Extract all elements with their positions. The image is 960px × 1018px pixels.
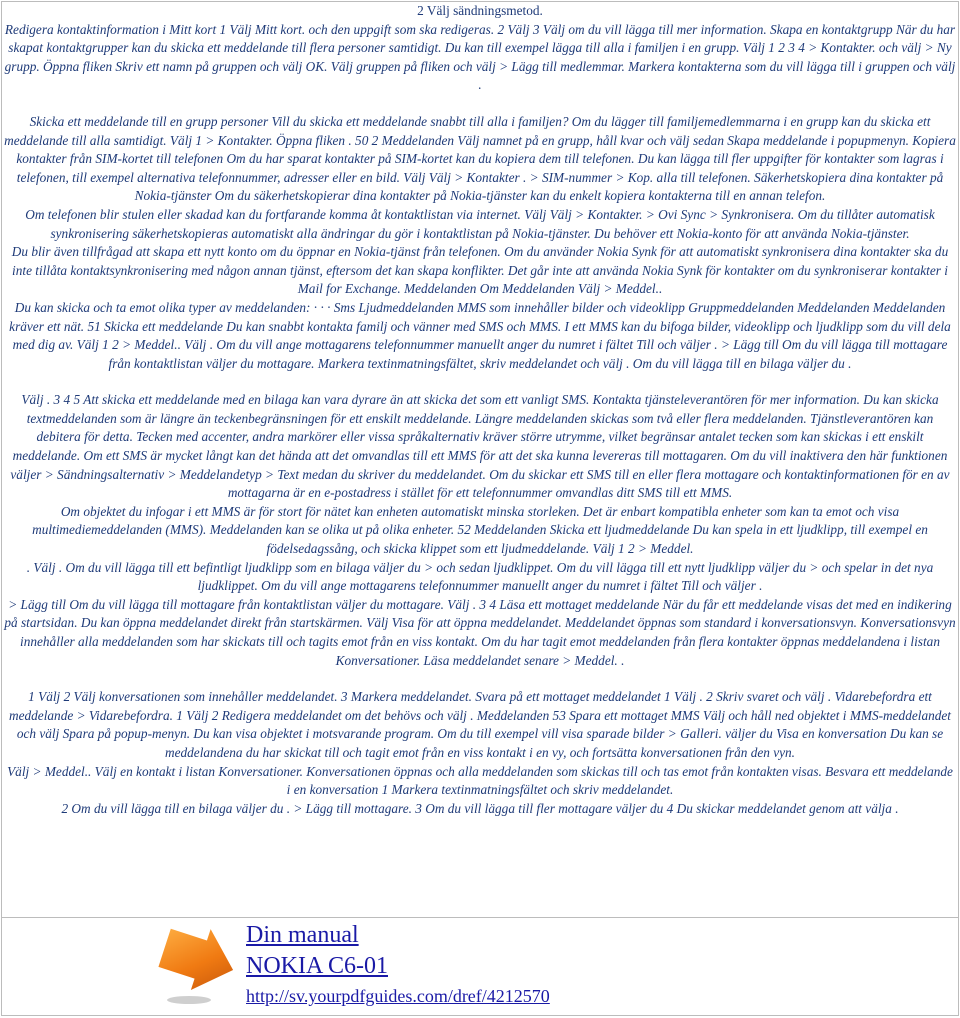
footer-bar xyxy=(2,917,958,1015)
paragraph: Välj > Meddel.. Välj en kontakt i listan Konversationer. Konversationen öppnas och alla meddelanden som skickas till och tas emot från kontakten visas. Besvara ett meddelande i en konversation 1 Markera textinmatningsfältet och skriv meddelandet. xyxy=(7,763,953,798)
paragraph-gap xyxy=(4,95,956,113)
paragraph: Du kan skicka och ta emot olika typer av meddelanden: · · · Sms Ljudmeddelanden MMS som innehåller bilder och videoklipp Gruppmeddelanden Meddelanden Meddelanden kräver ett nät. 51 Skicka ett meddelande Du kan snabbt kontakta familj och vänner med SMS och MMS. I ett MMS kan du bifoga bilder, videoklipp och ljudklipp som du vill dela med dig av. Välj 1 2 > Meddel.. Välj . Om du vill ange mottagarens telefonnummer manuellt anger du numret i fältet Till och väljer . > Lägg till Om du vill lägga till mottagare från kontaktlistan väljer du mottagare. Markera textinmatningsfältet, skriv meddelandet och välj . Om du vill lägga till en bilaga väljer du . xyxy=(9,299,951,371)
paragraph: Redigera kontaktinformation i Mitt kort 1 Välj Mitt kort. och den uppgift som ska redigeras. 2 Välj 3 Välj om du vill lägga till mer information. Skapa en kontaktgrupp När du har skapat kontaktgrupper kan du skicka ett meddelande till flera personer samtidigt. Du kan till exempel lägga till alla i familjen i en grupp. Välj 1 2 3 4 > Kontakter. och välj > Ny grupp. Öppna fliken Skriv ett namn på gruppen och välj OK. Välj gruppen på fliken och välj > Lägg till medlemmar. Markera kontakterna som du vill lägga till i gruppen och välj . xyxy=(4,21,956,93)
paragraph: > Lägg till Om du vill lägga till mottagare från kontaktlistan väljer du mottagare. Välj . 3 4 Läsa ett mottaget meddelande När du får ett meddelande visas det med en indikering på startsidan. Du kan öppna meddelandet direkt från startskärmen. Välj Visa för att öppna meddelandet. Meddelandet öppnas som standard i konversationsvyn. Konversationsvyn innehåller alla meddelanden som har skickats till och tagits emot från en viss kontakt. Om du har tagit emot meddelanden från flera kontakter öppnas meddelandena i listan Konversationer. Läsa meddelandet senare > Meddel. . xyxy=(4,596,956,668)
paragraph-gap xyxy=(4,373,956,391)
paragraph: Välj . 3 4 5 Att skicka ett meddelande med en bilaga kan vara dyrare än att skicka det som ett vanligt SMS. Kontakta tjänsteleverantören för mer information. Du kan skicka textmeddelanden som är längre än teckenbegränsningen för ett enskilt meddelande. Längre meddelanden skickas som två eller flera meddelanden. Tjänstleverantören kan debitera för detta. Tecken med accenter, andra markörer eller vissa språkalternativ kräver större utrymme, vilket begränsar antalet tecken som kan skickas i ett enskilt meddelande. Om ett SMS är mycket långt kan det hända att det omvandlas till ett MMS för att det ska kunna levereras till mottagaren. Om du vill inaktivera den här funktionen väljer > Sändningsalternativ > Meddelandetyp > Text medan du skriver du meddelandet. Om du skickar ett SMS till en eller flera mottagare och kontaktinformationen för en av mottagarna är en e-postadress i stället för ett telefonnummer omvandlas ditt SMS till ett MMS. xyxy=(10,392,950,501)
document-page xyxy=(1,1,959,1016)
paragraph-gap xyxy=(4,670,956,688)
paragraph: Skicka ett meddelande till en grupp personer Vill du skicka ett meddelande snabbt till alla i familjen? Om du lägger till familjemedlemmarna i en grupp kan du skicka ett meddelande till alla samtidigt. Välj 1 > Kontakter. Öppna fliken . 50 2 Meddelanden Välj namnet på en grupp, håll kvar och välj sedan Skapa meddelande i popupmenyn. Kopiera kontakter från SIM-kortet till telefonen Om du har sparat kontakter på SIM-kortet kan du kopiera dem till telefonen. Du kan lägga till fler uppgifter för kontakter som lagras i telefonen, till exempel alternativa telefonnummer, adresser eller en bild. Välj Välj > Kontakter . > SIM-nummer > Kop. alla till telefonen. Säkerhetskopiera dina kontakter på Nokia-tjänster Om du säkerhetskopierar dina kontakter på Nokia-tjänster kan du enkelt kopiera kontakterna till en annan telefon. xyxy=(4,113,956,204)
paragraph: Om objektet du infogar i ett MMS är för stort för nätet kan enheten automatiskt minska storleken. Det är enbart kompatibla enheter som kan ta emot och visa multimediemeddelanden (MMS). Meddelanden kan se olika ut på olika enheter. 52 Meddelanden Skicka ett ljudmeddelande Du kan spela in ett ljudklipp, till exempel en födelsedagssång, och skicka klippet som ett ljudmeddelande. Välj 1 2 > Meddel. xyxy=(32,503,928,557)
paragraph: 2 Om du vill lägga till en bilaga väljer du . > Lägg till mottagare. 3 Om du vill lägga till fler mottagare väljer du 4 Du skickar meddelandet genom att välja . xyxy=(61,800,899,816)
paragraph: 2 Välj sändningsmetod. xyxy=(417,3,543,18)
document-body xyxy=(2,2,958,818)
paragraph: . Välj . Om du vill lägga till ett befintligt ljudklipp som en bilaga väljer du > och sedan ljudklippet. Om du vill lägga till ett nytt ljudklipp väljer du > och spelar in det nya ljudklippet. Om du vill ange mottagarens telefonnummer manuellt anger du numret i fältet Till och väljer . xyxy=(26,559,934,594)
product-link[interactable]: NOKIA C6-01 xyxy=(246,953,388,979)
orange-arrow-icon xyxy=(155,924,237,1008)
url-link[interactable]: http://sv.yourpdfguides.com/dref/4212570 xyxy=(246,986,550,1006)
paragraph: Om telefonen blir stulen eller skadad kan du fortfarande komma åt kontaktlistan via internet. Välj Välj > Kontakter. > Ovi Sync > Synkronisera. Om du tillåter automatisk synkronisering säkerhetskopieras automatiskt alla ändringar du gör i kontaktlistan på Nokia-tjänster. Du behöver ett Nokia-konto för att använda Nokia-tjänster. xyxy=(25,206,935,241)
paragraph: 1 Välj 2 Välj konversationen som innehåller meddelandet. 3 Markera meddelandet. Svara på ett mottaget meddelandet 1 Välj . 2 Skriv svaret och välj . Vidarebefordra ett meddelande > Vidarebefordra. 1 Välj 2 Redigera meddelandet om det behövs och välj . Meddelanden 53 Spara ett mottaget MMS Välj och håll ned objektet i MMS-meddelandet och välj Spara på popup-menyn. Du kan visa objektet i motsvarande program. Om du till exempel vill visa sparade bilder > Galleri. väljer du Visa en konversation Du kan se meddelandena du har skickat till och tagit emot från en viss kontakt i en vy, och fortsätta konversationen från den vyn. xyxy=(9,689,951,760)
paragraph: Du blir även tillfrågad att skapa ett nytt konto om du öppnar en Nokia-tjänst från telefonen. Om du använder Nokia Synk för att automatiskt synkronisera dina kontakter ska du inte tillåta kontaktsynkronisering med någon annan tjänst, eftersom det kan skapa konflikter. Det går inte att använda Nokia Synk för kontakter om du synkroniserar kontakter i Mail for Exchange. Meddelanden Om Meddelanden Välj > Meddel.. xyxy=(11,244,949,297)
manual-link[interactable]: Din manual xyxy=(246,922,359,948)
